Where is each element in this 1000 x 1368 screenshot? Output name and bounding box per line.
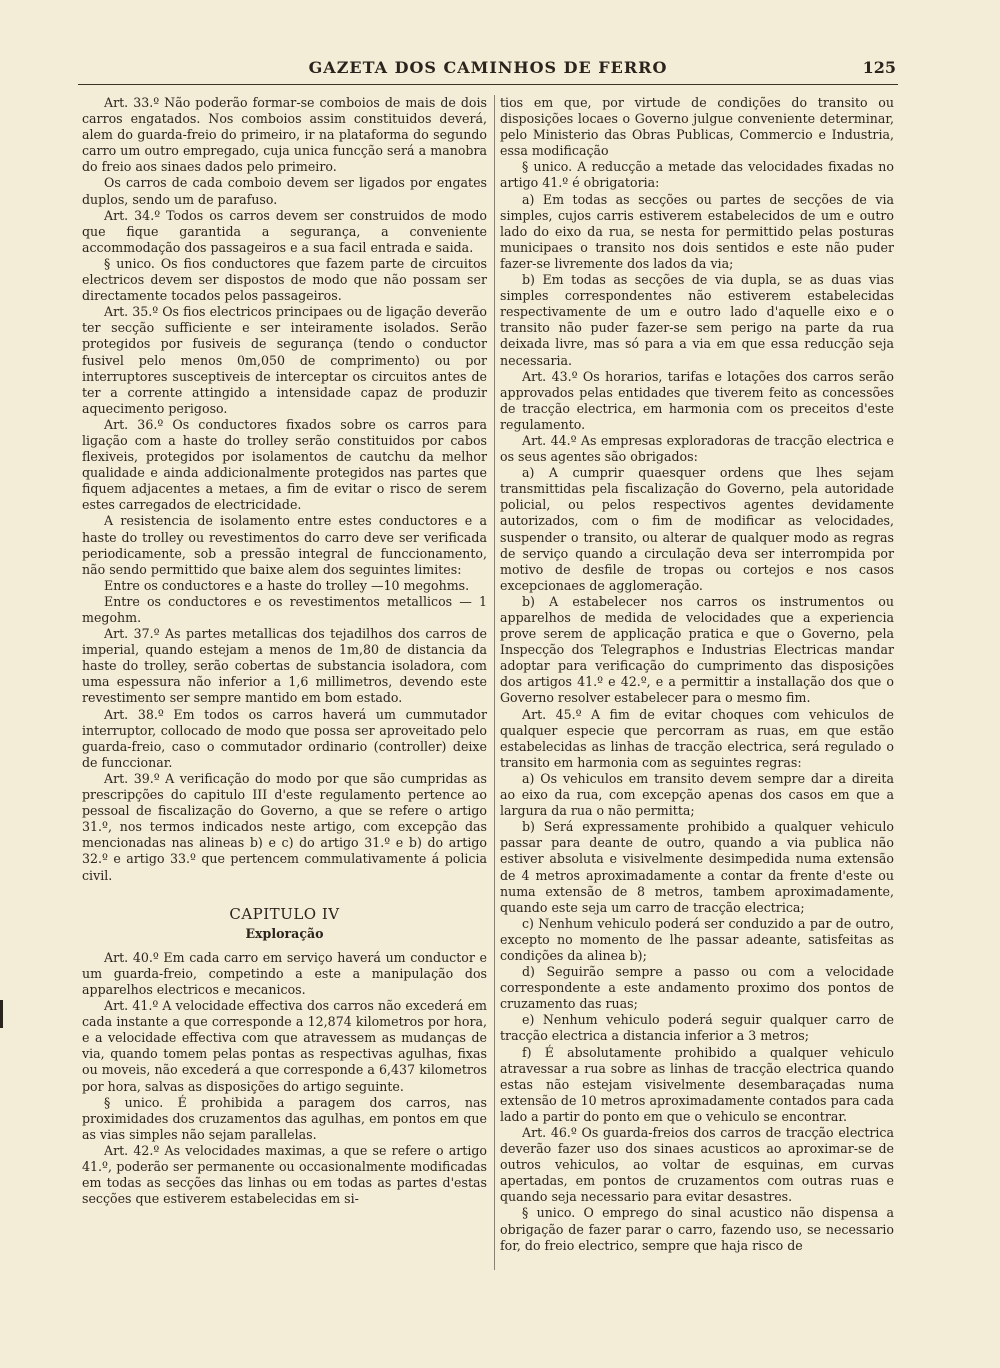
- paragraph: a) A cumprir quaesquer ordens que lhes sejam transmittidas pela fiscalização do Governo, pela autoridade policial, ou pelos respectivos agentes devidamente autorizados, com o fim de modificar as velocidades, suspender o transito, ou alterar de qualquer modo as regras de serviço quando a circulação deva ser interrompida por motivo de desfile de tropas ou cortejos e nos casos excepcionaes de agglomeração.: [500, 465, 894, 593]
- paragraph: § unico. É prohibida a paragem dos carros, nas proximidades dos cruzamentos das agulhas, em pontos em que as vias simples não sejam parallelas.: [82, 1094, 487, 1142]
- paragraph: c) Nenhum vehiculo poderá ser conduzido a par de outro, excepto no momento de lhe passar adeante, satisfeitas as condições da alinea b);: [500, 915, 894, 963]
- paragraph: d) Seguirão sempre a passo ou com a velocidade correspondente a este andamento proximo dos pontos de cruzamento das ruas;: [500, 964, 894, 1012]
- left-column: [82, 95, 487, 1270]
- chapter-subtitle: Exploração: [245, 925, 324, 941]
- right-column: [500, 95, 894, 1270]
- paragraph: f) É absolutamente prohibido a qualquer vehiculo atravessar a rua sobre as linhas de tracção electrica quando estas não estejam visivelmente desembaraçadas numa extensão de 10 metros aproximadamente contados para cada lado a partir do ponto em que o vehiculo se encontrar.: [500, 1044, 894, 1124]
- paragraph: Art. 39.º A verificação do modo por que são cumpridas as prescripções do capitulo III d'este regulamento pertence ao pessoal de fiscalização do Governo, a que se refere o artigo 31.º, nos termos indicados neste artigo, com excepção das mencionadas nas alineas b) e c) do artigo 31.º e b) do artigo 32.º e artigo 33.º que pertencem commulativamente á policia civil.: [82, 770, 487, 883]
- paragraph: b) Em todas as secções de via dupla, se as duas vias simples correspondentes não estiverem estabelecidas respectivamente de um e outro lado d'aquelle eixo e o transito não puder fazer-se sem perigo na parte da rua deixada livre, mas só para a via em que essa reducção seja necessaria.: [500, 272, 894, 368]
- paragraph: Art. 38.º Em todos os carros haverá um cummutador interruptor, collocado de modo que possa ser aproveitado pelo guarda-freio, caso o commutador ordinario (controller) deixe de funccionar.: [82, 706, 487, 770]
- chapter-title: CAPITULO IV: [229, 904, 340, 923]
- paragraph: Art. 37.º As partes metallicas dos tejadilhos dos carros de imperial, quando estejam a menos de 1m,80 de distancia da haste do trolley, serão cobertas de substancia isoladora, com uma espessura não inferior a 1,6 millimetros, devendo este revestimento ser sempre mantido em bom estado.: [82, 626, 487, 706]
- binding-mark: [0, 1000, 3, 1028]
- paragraph: a) Os vehiculos em transito devem sempre dar a direita ao eixo da rua, com excepção apenas dos casos em que a largura da rua o não permitta;: [500, 770, 894, 819]
- paragraph: § unico. Os fios conductores que fazem parte de circuitos electricos devem ser dispostos de modo que não possam ser directamente tocados pelos passageiros.: [82, 255, 487, 304]
- paragraph: Art. 36.º Os conductores fixados sobre os carros para ligação com a haste do trolley serão constituidos por cabos flexiveis, protegidos por isolamentos de cautchu da melhor qualidade e ainda addicionalmente protegidos nas partes que fiquem adjacentes a metaes, a fim de evitar o risco de serem estes carregados de electricidade.: [82, 416, 487, 513]
- paragraph: Art. 46.º Os guarda-freios dos carros de tracção electrica deverão fazer uso dos sinaes acusticos ao aproximar-se de outros vehiculos, ao voltar de esquinas, em curvas apertadas, em pontos de cruzamentos com outras ruas e quando seja necessario para evitar desastres.: [500, 1125, 894, 1205]
- page-header: [78, 54, 898, 85]
- paragraph: § unico. O emprego do sinal acustico não dispensa a obrigação de fazer parar o carro, fazendo uso, se necessario for, do freio electrico, sempre que haja risco de: [500, 1205, 894, 1253]
- paragraph: Art. 34.º Todos os carros devem ser construidos de modo que fique garantida a segurança, a conveniente accommodação dos passageiros e a sua facil entrada e saida.: [82, 207, 487, 255]
- paragraph: Art. 42.º As velocidades maximas, a que se refere o artigo 41.º, poderão ser permanente ou occasionalmente modificadas em todas as secções das linhas ou em todas as partes d'estas secções que estiverem estabelecidas em si-: [82, 1142, 487, 1207]
- paragraph: Entre os conductores e a haste do trolley —10 megohms.: [104, 577, 470, 593]
- page-number: 125: [862, 58, 896, 77]
- paragraph: Art. 44.º As empresas exploradoras de tracção electrica e os seus agentes são obrigados:: [500, 432, 894, 465]
- paragraph: Art. 40.º Em cada carro em serviço haverá um conductor e um guarda-freio, competindo a este a manipulação dos apparelhos electricos e mecanicos.: [82, 949, 487, 997]
- paragraph: Art. 43.º Os horarios, tarifas e lotações dos carros serão approvados pelas entidades que tiverem feito as concessões de tracção electrica, em harmonia com os preceitos d'este regulamento.: [500, 368, 894, 432]
- paragraph: e) Nenhum vehiculo poderá seguir qualquer carro de tracção electrica a distancia inferior a 3 metros;: [500, 1012, 894, 1044]
- paragraph: Art. 35.º Os fios electricos principaes ou de ligação deverão ter secção sufficiente e ser inteiramente isolados. Serão protegidos por fusiveis de segurança (tendo o conductor fusivel pelo menos 0m,050 de comprimento) ou por interruptores susceptiveis de interceptar os circuitos antes de ter a corrente attingido a intensidade capaz de produzir aquecimento perigoso.: [82, 304, 487, 416]
- paragraph: Art. 33.º Não poderão formar-se comboios de mais de dois carros engatados. Nos comboios assim constituidos deverá, alem do guarda-freio do primeiro, ir na plataforma do segundo carro um outro empregado, cuja unica funcção será a manobra do freio aos sinaes dados pelo primeiro.: [82, 95, 487, 175]
- paragraph: § unico. A reducção a metade das velocidades fixadas no artigo 41.º é obrigatoria:: [500, 159, 894, 191]
- paragraph: b) Será expressamente prohibido a qualquer vehiculo passar para deante de outro, quando a via publica não estiver absoluta e visivelmente desimpedida numa extensão de 4 metros aproximadamente a contar da frente d'este ou numa extensão de 8 metros, tambem aproximadamente, quando este seja um carro de tracção electrica;: [500, 819, 894, 915]
- paragraph: Art. 45.º A fim de evitar choques com vehiculos de qualquer especie que percorram as ruas, em que estão estabelecidas as linhas de tracção electrica, será regulado o transito em harmonia com as seguintes regras:: [500, 706, 894, 770]
- column-divider: [494, 95, 495, 1270]
- paragraph: b) A estabelecer nos carros os instrumentos ou apparelhos de medida de velocidades que a experiencia prove serem de applicação pratica e que o Governo, pela Inspecção dos Telegraphos e Industrias Electricas mandar adoptar para verificação do cumprimento das disposições dos artigos 41.º e 42.º, e a permittir a installação dos que o Governo resolver estabelecer para o mesmo fim.: [500, 593, 894, 706]
- paragraph: Os carros de cada comboio devem ser ligados por engates duplos, sendo um de parafuso.: [82, 175, 487, 207]
- paragraph: tios em que, por virtude de condições do transito ou disposições locaes o Governo julgue conveniente determinar, pelo Ministerio das Obras Publicas, Commercio e Industria, essa modificação: [500, 95, 894, 159]
- publication-title: GAZETA DOS CAMINHOS DE FERRO: [308, 58, 668, 77]
- paragraph: Entre os conductores e os revestimentos metallicos — 1 megohm.: [82, 593, 487, 625]
- paragraph: Art. 41.º A velocidade effectiva dos carros não excederá em cada instante a que corresponde a 12,874 kilometros por hora, e a velocidade effectiva com que atravessem as mudanças de via, quando tomem pelas pontas as respectivas agulhas, fixas ou moveis, não excederá a que corresponde a 6,437 kilometros por hora, salvas as disposições do artigo seguinte.: [82, 998, 487, 1094]
- paragraph: a) Em todas as secções ou partes de secções de via simples, cujos carris estiverem estabelecidos de um e outro lado do eixo da rua, se nesta for permittido pelas posturas municipaes o transito nos dois sentidos e este não puder fazer-se livremente dos lados da via;: [500, 191, 894, 271]
- paragraph: A resistencia de isolamento entre estes conductores e a haste do trolley ou revestimentos do carro deve ser verificada periodicamente, sob a pressão integral de funccionamento, não sendo permittido que baixe alem dos seguintes limites:: [82, 513, 487, 577]
